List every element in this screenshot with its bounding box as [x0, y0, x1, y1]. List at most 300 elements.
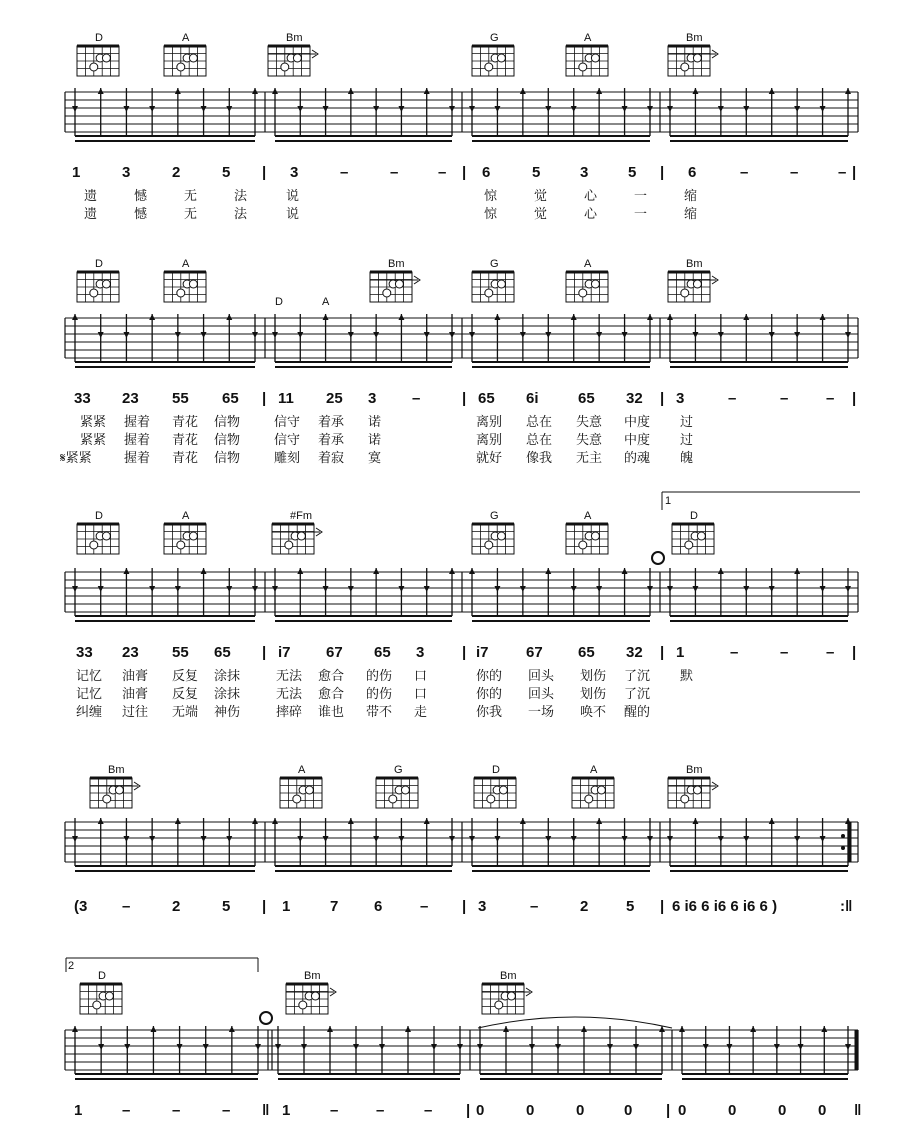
finger-dot [681, 289, 689, 297]
lyric-text: 记忆 [76, 669, 103, 684]
jianpu-note: | [660, 644, 665, 661]
lyric-text: 中度 [624, 433, 651, 448]
strum-up-arrow [327, 1026, 333, 1032]
lyric-text: 青花 [172, 415, 199, 430]
strum-down-arrow [457, 1044, 463, 1050]
strum-up-arrow [647, 314, 653, 320]
chord-name: Bm [686, 32, 703, 44]
jianpu-note: ‖ [262, 1102, 270, 1119]
finger-dot [591, 54, 599, 62]
jianpu-note: 23 [122, 644, 139, 661]
finger-dot [697, 532, 705, 540]
jianpu-note: | [466, 1102, 471, 1119]
strum-down-arrow [743, 586, 749, 592]
finger-dot [90, 289, 98, 297]
strum-down-arrow [774, 1044, 780, 1050]
strum-up-arrow [692, 88, 698, 94]
chord-name: G [490, 510, 499, 522]
strum-up-arrow [494, 314, 500, 320]
strum-down-arrow [469, 106, 475, 112]
strum-down-arrow [769, 586, 775, 592]
strum-up-arrow [659, 1026, 665, 1032]
finger-dot [497, 54, 505, 62]
strum-up-arrow [821, 1026, 827, 1032]
jianpu-note: 3 [580, 164, 589, 181]
finger-dot [693, 786, 701, 794]
strum-down-arrow [252, 332, 258, 338]
lyric-text: 法 [234, 189, 248, 204]
finger-dot [487, 795, 495, 803]
chord-name: Bm [686, 258, 703, 270]
inline-chord-name: D [275, 296, 283, 308]
jianpu-note: | [262, 644, 267, 661]
lyric-text: 青花 [172, 451, 199, 466]
strum-down-arrow [743, 106, 749, 112]
finger-dot [285, 541, 293, 549]
jianpu-note: 0 [576, 1102, 585, 1119]
lyric-text: 像我 [526, 451, 553, 466]
chord-name: A [182, 258, 190, 270]
jianpu-note: – [390, 164, 399, 181]
strum-down-arrow [571, 586, 577, 592]
strum-up-arrow [581, 1026, 587, 1032]
strum-down-arrow [545, 106, 551, 112]
lyric-text: 握着 [124, 415, 151, 430]
jianpu-note: i7 [278, 644, 291, 661]
finger-dot [177, 541, 185, 549]
strum-down-arrow [794, 332, 800, 338]
jianpu-note: | [852, 644, 857, 661]
lyric-text: 反复 [172, 669, 199, 684]
lyric-text: 醒的 [624, 705, 651, 720]
finger-dot [497, 532, 505, 540]
strum-up-arrow [348, 818, 354, 824]
strum-down-arrow [297, 836, 303, 842]
lyric-text: 神伤 [214, 705, 241, 720]
lyric-text: 着寂 [318, 451, 345, 466]
jianpu-note: 0 [728, 1102, 737, 1119]
strum-down-arrow [820, 836, 826, 842]
strum-down-arrow [424, 586, 430, 592]
chord-name: A [590, 764, 598, 776]
chord-name: A [182, 32, 190, 44]
lyric-text: 带不 [366, 705, 393, 720]
finger-dot [177, 289, 185, 297]
strum-up-arrow [201, 568, 207, 574]
strum-down-arrow [449, 332, 455, 338]
jianpu-note: 55 [172, 644, 189, 661]
jianpu-note: – [790, 164, 799, 181]
strum-down-arrow [149, 586, 155, 592]
strum-down-arrow [545, 836, 551, 842]
strum-up-arrow [845, 88, 851, 94]
finger-dot [495, 1001, 503, 1009]
lyric-text: 你的 [476, 669, 503, 684]
lyric-text: 说 [286, 189, 300, 204]
strum-down-arrow [123, 836, 129, 842]
strum-up-arrow [503, 1026, 509, 1032]
strum-down-arrow [373, 332, 379, 338]
lyric-text: 记忆 [76, 687, 103, 702]
chord-name: G [490, 258, 499, 270]
chord-name: A [182, 510, 190, 522]
chord-name: Bm [108, 764, 125, 776]
lyric-text: 油膏 [122, 687, 149, 702]
jianpu-note: 3 [122, 164, 131, 181]
lyric-text: 无法 [276, 669, 303, 684]
strum-down-arrow [72, 106, 78, 112]
finger-dot [591, 280, 599, 288]
lyric-text: 口 [414, 669, 428, 684]
lyric-text: 信物 [214, 451, 241, 466]
jianpu-note: 67 [326, 644, 343, 661]
lyric-text: 的伤 [366, 687, 393, 702]
strum-down-arrow [726, 1044, 732, 1050]
jianpu-note: 5 [626, 898, 635, 915]
lyric-text: 握着 [124, 451, 151, 466]
jianpu-note: 33 [76, 644, 93, 661]
strum-down-arrow [647, 836, 653, 842]
jianpu-note: 1 [72, 164, 81, 181]
strum-down-arrow [555, 1044, 561, 1050]
strum-down-arrow [226, 586, 232, 592]
jianpu-note: – [376, 1102, 385, 1119]
strum-down-arrow [175, 586, 181, 592]
finger-dot [305, 786, 313, 794]
strum-up-arrow [820, 314, 826, 320]
strum-up-arrow [98, 88, 104, 94]
finger-dot [681, 63, 689, 71]
strum-down-arrow [323, 586, 329, 592]
strum-up-arrow [596, 88, 602, 94]
lyric-text: 走 [414, 705, 428, 720]
jianpu-note: – [780, 390, 789, 407]
finger-dot [115, 786, 123, 794]
lyric-text: 一 [634, 207, 648, 222]
strum-down-arrow [72, 586, 78, 592]
strum-down-arrow [424, 332, 430, 338]
strum-up-arrow [769, 818, 775, 824]
lyric-text: 总在 [526, 433, 553, 448]
finger-dot [102, 532, 110, 540]
jianpu-note: | [462, 644, 467, 661]
strum-down-arrow [353, 1044, 359, 1050]
chord-name: D [492, 764, 500, 776]
lyric-text: 涂抹 [214, 669, 241, 684]
finger-dot [177, 63, 185, 71]
strum-down-arrow [431, 1044, 437, 1050]
lyric-text: 愈合 [318, 669, 345, 684]
strum-up-arrow [323, 314, 329, 320]
finger-dot [591, 532, 599, 540]
finger-dot [597, 786, 605, 794]
jianpu-note: 7 [330, 898, 339, 915]
jianpu-note: 65 [478, 390, 495, 407]
jianpu-note: 32 [626, 390, 643, 407]
repeat-dot [841, 846, 845, 850]
lyric-text: 划伤 [580, 687, 607, 702]
lyric-text: 法 [234, 207, 248, 222]
strum-down-arrow [255, 1044, 261, 1050]
jianpu-note: 0 [778, 1102, 787, 1119]
lyric-text: 觉 [534, 189, 548, 204]
jianpu-note: 2 [172, 164, 181, 181]
lyric-text: 无法 [276, 687, 303, 702]
lyric-text: 口 [414, 687, 428, 702]
lyric-text: 离别 [476, 433, 503, 448]
lyric-text: 默 [680, 669, 694, 684]
finger-dot [311, 992, 319, 1000]
strum-down-arrow [123, 332, 129, 338]
lyric-text: 惊 [484, 189, 498, 204]
jianpu-note: 65 [578, 644, 595, 661]
finger-dot [693, 280, 701, 288]
strum-down-arrow [98, 332, 104, 338]
jianpu-note: 6 [482, 164, 491, 181]
finger-dot [103, 795, 111, 803]
strum-down-arrow [494, 106, 500, 112]
strum-down-arrow [398, 106, 404, 112]
lyric-text: 青花 [172, 433, 199, 448]
strum-up-arrow [469, 568, 475, 574]
lyric-text: 一场 [528, 705, 555, 720]
finger-dot [579, 289, 587, 297]
jianpu-note: 11 [278, 390, 294, 407]
lyric-text: 总在 [526, 415, 553, 430]
strum-up-arrow [449, 568, 455, 574]
strum-down-arrow [794, 836, 800, 842]
jianpu-note: | [660, 164, 665, 181]
lyric-text: 说 [286, 207, 300, 222]
finger-dot [693, 54, 701, 62]
strum-down-arrow [703, 1044, 709, 1050]
lyric-text: 缩 [684, 189, 698, 204]
lyric-text: 无 [184, 207, 198, 222]
strum-down-arrow [226, 106, 232, 112]
lyric-text: 愈合 [318, 687, 345, 702]
jianpu-note: 2 [580, 898, 589, 915]
finger-dot [485, 541, 493, 549]
strum-down-arrow [98, 1044, 104, 1050]
finger-dot [585, 795, 593, 803]
finger-dot [485, 289, 493, 297]
lyric-text: 谁也 [318, 705, 345, 720]
strum-up-arrow [545, 568, 551, 574]
jianpu-note: | [660, 898, 665, 915]
jianpu-note: | [852, 390, 857, 407]
strum-down-arrow [571, 836, 577, 842]
jianpu-note: 1 [676, 644, 685, 661]
finger-dot [189, 532, 197, 540]
jianpu-note: 0 [476, 1102, 485, 1119]
chord-name: Bm [388, 258, 405, 270]
strum-up-arrow [272, 88, 278, 94]
jianpu-note: | [852, 164, 857, 181]
strum-down-arrow [794, 106, 800, 112]
lyric-text: 涂抹 [214, 687, 241, 702]
jianpu-note: 65 [374, 644, 391, 661]
lyric-text: 憾 [134, 189, 148, 204]
lyric-text: 回头 [528, 687, 555, 702]
strum-down-arrow [323, 106, 329, 112]
lyric-text: 遗 [84, 189, 98, 204]
strum-down-arrow [175, 332, 181, 338]
jianpu-note: – [730, 644, 739, 661]
jianpu-note: 6 [688, 164, 697, 181]
strum-up-arrow [520, 88, 526, 94]
chord-name: A [584, 32, 592, 44]
strum-down-arrow [379, 1044, 385, 1050]
finger-dot [93, 1001, 101, 1009]
jianpu-note: 1 [282, 1102, 291, 1119]
lyric-text: 唤不 [580, 705, 607, 720]
finger-dot [297, 532, 305, 540]
strum-up-arrow [679, 1026, 685, 1032]
strum-down-arrow [373, 106, 379, 112]
lyric-text: 信守 [274, 415, 301, 430]
chord-name: Bm [500, 970, 517, 982]
strum-up-arrow [424, 818, 430, 824]
jianpu-note: 5 [532, 164, 541, 181]
lyric-text: 你我 [476, 705, 503, 720]
jianpu-note: | [462, 898, 467, 915]
finger-dot [497, 280, 505, 288]
jianpu-note: – [728, 390, 737, 407]
strum-up-arrow [373, 568, 379, 574]
jianpu-note: 65 [222, 390, 239, 407]
strum-down-arrow [692, 586, 698, 592]
lyric-text: 魄 [680, 451, 694, 466]
strum-up-arrow [149, 314, 155, 320]
jianpu-note: 25 [326, 390, 343, 407]
jianpu-note: i7 [476, 644, 489, 661]
jianpu-note: 3 [368, 390, 377, 407]
strum-down-arrow [820, 586, 826, 592]
strum-up-arrow [405, 1026, 411, 1032]
inline-chord-name: A [322, 296, 330, 308]
jianpu-note: 0 [624, 1102, 633, 1119]
repeat-dot [841, 834, 845, 838]
strum-down-arrow [845, 586, 851, 592]
strum-down-arrow [297, 332, 303, 338]
jianpu-note: 5 [628, 164, 637, 181]
chord-name: Bm [304, 970, 321, 982]
jianpu-note: – [740, 164, 749, 181]
strum-down-arrow [529, 1044, 535, 1050]
strum-up-arrow [98, 818, 104, 824]
chord-name: #Fm [290, 510, 312, 522]
strum-down-arrow [667, 586, 673, 592]
finger-dot [293, 54, 301, 62]
lyric-text: 反复 [172, 687, 199, 702]
lyric-text: 摔碎 [276, 705, 303, 720]
strum-up-arrow [252, 818, 258, 824]
jianpu-note: 3 [416, 644, 425, 661]
strum-down-arrow [571, 106, 577, 112]
finger-dot [507, 992, 515, 1000]
strum-down-arrow [469, 332, 475, 338]
chord-name: G [394, 764, 403, 776]
strum-down-arrow [520, 332, 526, 338]
strum-down-arrow [718, 106, 724, 112]
strum-up-arrow [175, 818, 181, 824]
jianpu-note: 6i [526, 390, 539, 407]
jianpu-note: 67 [526, 644, 543, 661]
lyric-text: 油膏 [122, 669, 149, 684]
strum-down-arrow [845, 1044, 851, 1050]
strum-down-arrow [226, 836, 232, 842]
coda-sign [260, 1012, 272, 1024]
lyric-text: 诺 [368, 433, 382, 448]
strum-up-arrow [794, 568, 800, 574]
chord-name: G [490, 32, 499, 44]
lyric-text: 失意 [576, 415, 603, 430]
strum-up-arrow [348, 88, 354, 94]
strum-down-arrow [647, 106, 653, 112]
lyric-text: 无 [184, 189, 198, 204]
jianpu-note: – [438, 164, 447, 181]
jianpu-note: 6 i6 6 i6 6 i6 6 ) [672, 898, 778, 915]
strum-down-arrow [297, 106, 303, 112]
strum-down-arrow [622, 106, 628, 112]
jianpu-note: 65 [578, 390, 595, 407]
lyric-text: 过 [680, 433, 694, 448]
jianpu-note: – [412, 390, 421, 407]
jianpu-note: 0 [526, 1102, 535, 1119]
lyric-text: 你的 [476, 687, 503, 702]
strum-down-arrow [718, 332, 724, 338]
chord-name: A [298, 764, 306, 776]
strum-down-arrow [743, 836, 749, 842]
jianpu-note: – [122, 1102, 131, 1119]
lyric-text: 紧紧 [80, 415, 107, 430]
finger-dot [383, 289, 391, 297]
volta-number: 2 [68, 960, 75, 972]
strum-up-arrow [692, 818, 698, 824]
strum-down-arrow [203, 1044, 209, 1050]
strum-up-arrow [297, 568, 303, 574]
jianpu-note: 33 [74, 390, 91, 407]
finger-dot [90, 63, 98, 71]
jianpu-note: – [780, 644, 789, 661]
strum-down-arrow [798, 1044, 804, 1050]
lyric-text: 过往 [122, 705, 149, 720]
lyric-text: 信守 [274, 433, 301, 448]
lyric-text: 了沉 [624, 669, 651, 684]
strum-up-arrow [272, 818, 278, 824]
strum-down-arrow [398, 586, 404, 592]
finger-dot [281, 63, 289, 71]
finger-dot [401, 786, 409, 794]
finger-dot [579, 63, 587, 71]
strum-down-arrow [272, 586, 278, 592]
strum-down-arrow [596, 332, 602, 338]
strum-up-arrow [175, 88, 181, 94]
lyric-text: 遗 [84, 207, 98, 222]
strum-down-arrow [820, 106, 826, 112]
chord-name: A [584, 510, 592, 522]
chord-name: A [584, 258, 592, 270]
jianpu-note: 65 [214, 644, 231, 661]
strum-down-arrow [622, 836, 628, 842]
lyric-text: 失意 [576, 433, 603, 448]
strum-up-arrow [596, 818, 602, 824]
strum-down-arrow [622, 332, 628, 338]
strum-down-arrow [633, 1044, 639, 1050]
jianpu-note: – [222, 1102, 231, 1119]
jianpu-note: | [660, 390, 665, 407]
strum-down-arrow [201, 332, 207, 338]
